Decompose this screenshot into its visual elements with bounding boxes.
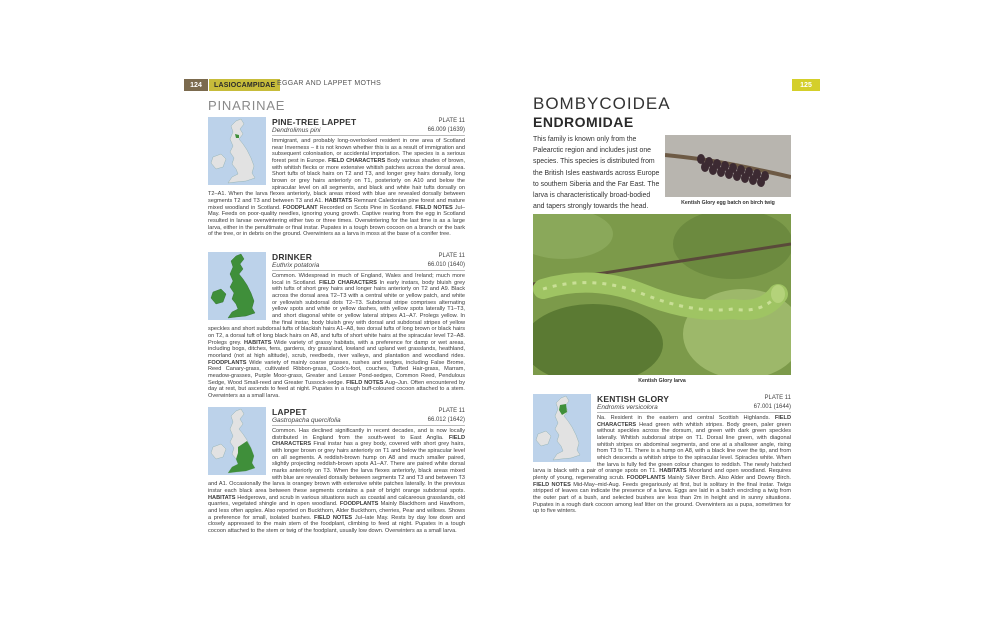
description-text: Mainly Blackthorn and Hawthorn, and less often apples. Also reported on Buckthorn, Alder Buckthorn, cherries, Pear and willows. Shows a preference for small, isolated bushes. [208,501,465,521]
section-label: HABITATS [659,468,687,475]
description-text: Wide variety of mainly coarse grasses, rushes and sedges, including False Brome, Reed Canary-grass, cultivated Ribbon-grass, Cock's-foot, couches, Tufted Hair-grass, Marram, meadow-grasses, Purple Moor-grass, Greater and Lesser Pond-sedges, Common Reed, Pendulous Sedge, Wood Small-reed and Greater Tussock-sedge. [208,359,465,386]
description-text: Head green with whitish stripes. Body green, paler green without speckles across the dorsum, and green with dark green speckles laterally. Whitish subdorsal stripe on T1. Dorsal line green, with diagonal whitish stripes on abdominal segments, and one at a shallower angle, rising from T3 to T1. There is a hump on A8, with a black line over the tip, and from which descends a whitish stripe to the spiracular level. Spiracles white. When the larva is fully fed the green colour changes to reddish. The newly hatched larva is black with a pair of orange spots on T1. [533,421,791,475]
subfamily-heading: PINARINAE [208,98,286,113]
family-introduction: This family is known only from the Palearctic region and includes just one species. This species is distributed from the British Isles eastwards across Europe to southern Siberia and the Far East. The larva is characteristically broad-bodied and tapers strongly towards the head. [533,136,660,211]
description-text: Final instar has a grey body, covered with short grey hairs, with longer brown or grey hairs anteriorly on T1 and below the spiracular level on all segments. A reddish-brown hump on A8 and much smaller paired, slightly projecting reddish-brown spots A1–A7. There are paired white dorsal marks anteriorly on T3. When the larva flexes anteriorly, black areas mixed with blue are revealed dorsally between segments T2 and T3 and between T3 and A1. Occasionally the larva is orangey brown with extensive white patches laterally. In the previous instar each black area between these segments contains a pair of bright orange subdorsal spots. [208,441,465,494]
species-name: DRINKER [272,252,313,262]
description-text: Mainly Silver Birch. Also Alder and Downy Birch. [665,474,791,481]
section-label: HABITATS [243,339,272,346]
species-description [208,273,465,403]
section-label: FOODPLANTS [626,474,666,481]
divider [597,412,791,413]
species-code: 66.012 (1642) [427,417,465,423]
species-name: KENTISH GLORY [597,394,670,404]
description-text: Immigrant, and probably long-overlooked resident in one area of Scotland near Inverness – it is not known whether this is as a result of immigration and subsequent colonisation, or accidental importation. The species is a serious forest pest in Europe. [272,138,465,164]
description-text: Jul–May. Feeds on poor-quality needles, ignoring young growth. Captive rearing from the egg in Scotland resulted in larvae overwintering either two or three times. Overwintering for the last time is as a large larva, either in the penultimate or final instar. Pupates in a tough brown cocoon on a branch or the bark of the tree, or in debris on the ground. Overwinters as a larva in moss at the base of a conifer tree. [208,204,466,238]
section-label: FIELD CHARACTERS [328,157,386,164]
section-label: FOODPLANT [282,204,318,211]
species-code: 66.009 (1639) [427,127,465,133]
description-text: Body various shades of brown, with whitish flecks or more extensive whitish patches across the dorsal area. Short tufts of black hairs on T2 and T3, and longer grey hairs dorsally, long brown or grey hairs anteriorly on T1, posteriorly on A10 and below the spiracular level on all segments, and black and white hair tufts dorsally on T2–A1. When the larva flexes anteriorly, black areas mixed with blue are revealed dorsally between segments T2 and T3 and between T3 and A1. [208,157,465,204]
running-header: EGGAR AND LAPPET MOTHS [277,80,382,87]
section-label: FIELD CHARACTERS [597,415,791,428]
egg-batch-image [665,135,791,197]
map-float [208,428,272,475]
larva-photo [533,214,791,375]
right-page-number: 125 [792,79,820,91]
map-float [208,273,272,321]
plate-reference: PLATE 11 [438,253,465,259]
section-label: FIELD NOTES [533,481,571,488]
plate-reference: PLATE 11 [438,118,465,124]
species-name: PINE-TREE LAPPET [272,117,357,127]
section-label: HABITATS [324,197,353,204]
description-text: In early instars, body bluish grey with tufts of short grey hairs and longer hairs anteriorly on T2 and A9. Black across the dorsal area T2–T3 with a central white or yellow patch, and white or yellowish subdorsal dots T2–T3. Subdorsal stripe comprises alternating yellow spots and white or yellow dashes, with yellow spots laterally T1–T3, and short diagonal white or yellow lateral stripes A1–A7. Prolegs yellow. In the final instar, body bluish grey with dorsal and subdorsal stripes of yellow speckles and short subdorsal tufts of blackish hairs A1–A8, two dorsal tufts of long brown or black hairs on T2, a dorsal tuft of long black hairs on A8, and tufts of short white hairs at the spiracular level T2–A8. Prolegs grey. [208,279,465,346]
egg-batch-caption: Kentish Glory egg batch on birch twig [681,200,775,206]
species-latin-name: Endromis versicolora [597,404,658,411]
species-latin-name: Gastropacha quercifolia [272,417,341,424]
map-float [533,415,597,462]
description-text: Remnant Caledonian pine forest and mature mixed woodland in Scotland. [208,197,465,211]
section-label: FOODPLANTS [208,359,247,366]
description-text: Wide variety of grassy habitats, with a preference for damp or wet areas, including bogs, ditches, fens, gardens, dry grassland, lowland and upland wet grasslands, heathland, moorland (not at high altitude), scrub, reedbeds, river valleys, and plantation and woodland rides. [208,339,465,359]
divider [272,270,465,271]
description-text: Common. Has declined significantly in recent decades, and is now locally distributed in England from the south-west to East Anglia. [272,428,465,441]
divider [272,425,465,426]
description-text: Common. Widespread in much of England, Wales and Ireland; much more local in Scotland. [272,273,465,286]
species-latin-name: Euthrix potatoria [272,262,320,269]
family-heading: ENDROMIDAE [533,114,634,130]
species-code: 66.010 (1640) [427,262,465,268]
description-text: Mid-May–mid-Aug. Feeds gregariously at first, but is solitary in the final instar. Twigs stripped of leaves can indicate the presence of a larva. Eggs are laid in a batch encircling a twig from the outer part of a bush, and selected bushes are less than 2m in height and in sunny situations. Pupates in a rough dark cocoon among leaf litter on the ground. Overwinters as a pupa, sometimes for up to five winters. [533,481,791,515]
divider [272,135,465,136]
section-label: HABITATS [208,494,236,501]
species-name: LAPPET [272,407,307,417]
section-label: FOODPLANTS [339,501,379,508]
species-description [208,138,465,248]
species-latin-name: Dendrolimus pini [272,127,321,134]
description-text: Jul–late May. Rests by day low down and closely appressed to the main stem of the foodplant, climbing to feed at night. Pupates in a tough cocoon attached to the stem or twig of the foodplant, usually low down. Overwinters as a small larva. [208,514,466,534]
section-label: FIELD CHARACTERS [319,279,377,286]
section-label: FIELD NOTES [314,514,353,521]
description-text: Na. Resident in the eastern and central Scottish Highlands. [597,415,775,421]
larva-image [533,214,791,375]
map-float [208,138,272,185]
description-text: Hedgerows, and scrub in various situations such as coastal and calcareous grasslands, old quarries, vegetated shingle and in open woodland. [208,494,465,508]
family-tag: LASIOCAMPIDAE [209,79,280,91]
species-description [208,428,465,558]
section-label: FIELD CHARACTERS [272,434,465,448]
left-page-number: 124 [184,79,208,91]
plate-reference: PLATE 11 [764,395,791,401]
egg-batch-photo [665,135,791,197]
section-label: FIELD NOTES [346,379,384,386]
section-label: FIELD NOTES [415,204,453,211]
description-text: Aug–Jun. Often encountered by day at rest, but ascends to feed at night. Pupates in a tough buff-coloured cocoon attached to a stem. Overwinters as a small larva. [208,379,465,399]
description-text: Recorded on Scots Pine in Scotland. [317,204,416,211]
species-code: 67.001 (1644) [753,404,791,410]
plate-reference: PLATE 11 [438,408,465,414]
species-description [533,415,791,545]
description-text: Moorland and open woodland. Requires plenty of young, regenerating scrub. [533,468,791,481]
superfamily-heading: BOMBYCOIDEA [533,94,671,113]
larva-caption: Kentish Glory larva [638,378,686,384]
